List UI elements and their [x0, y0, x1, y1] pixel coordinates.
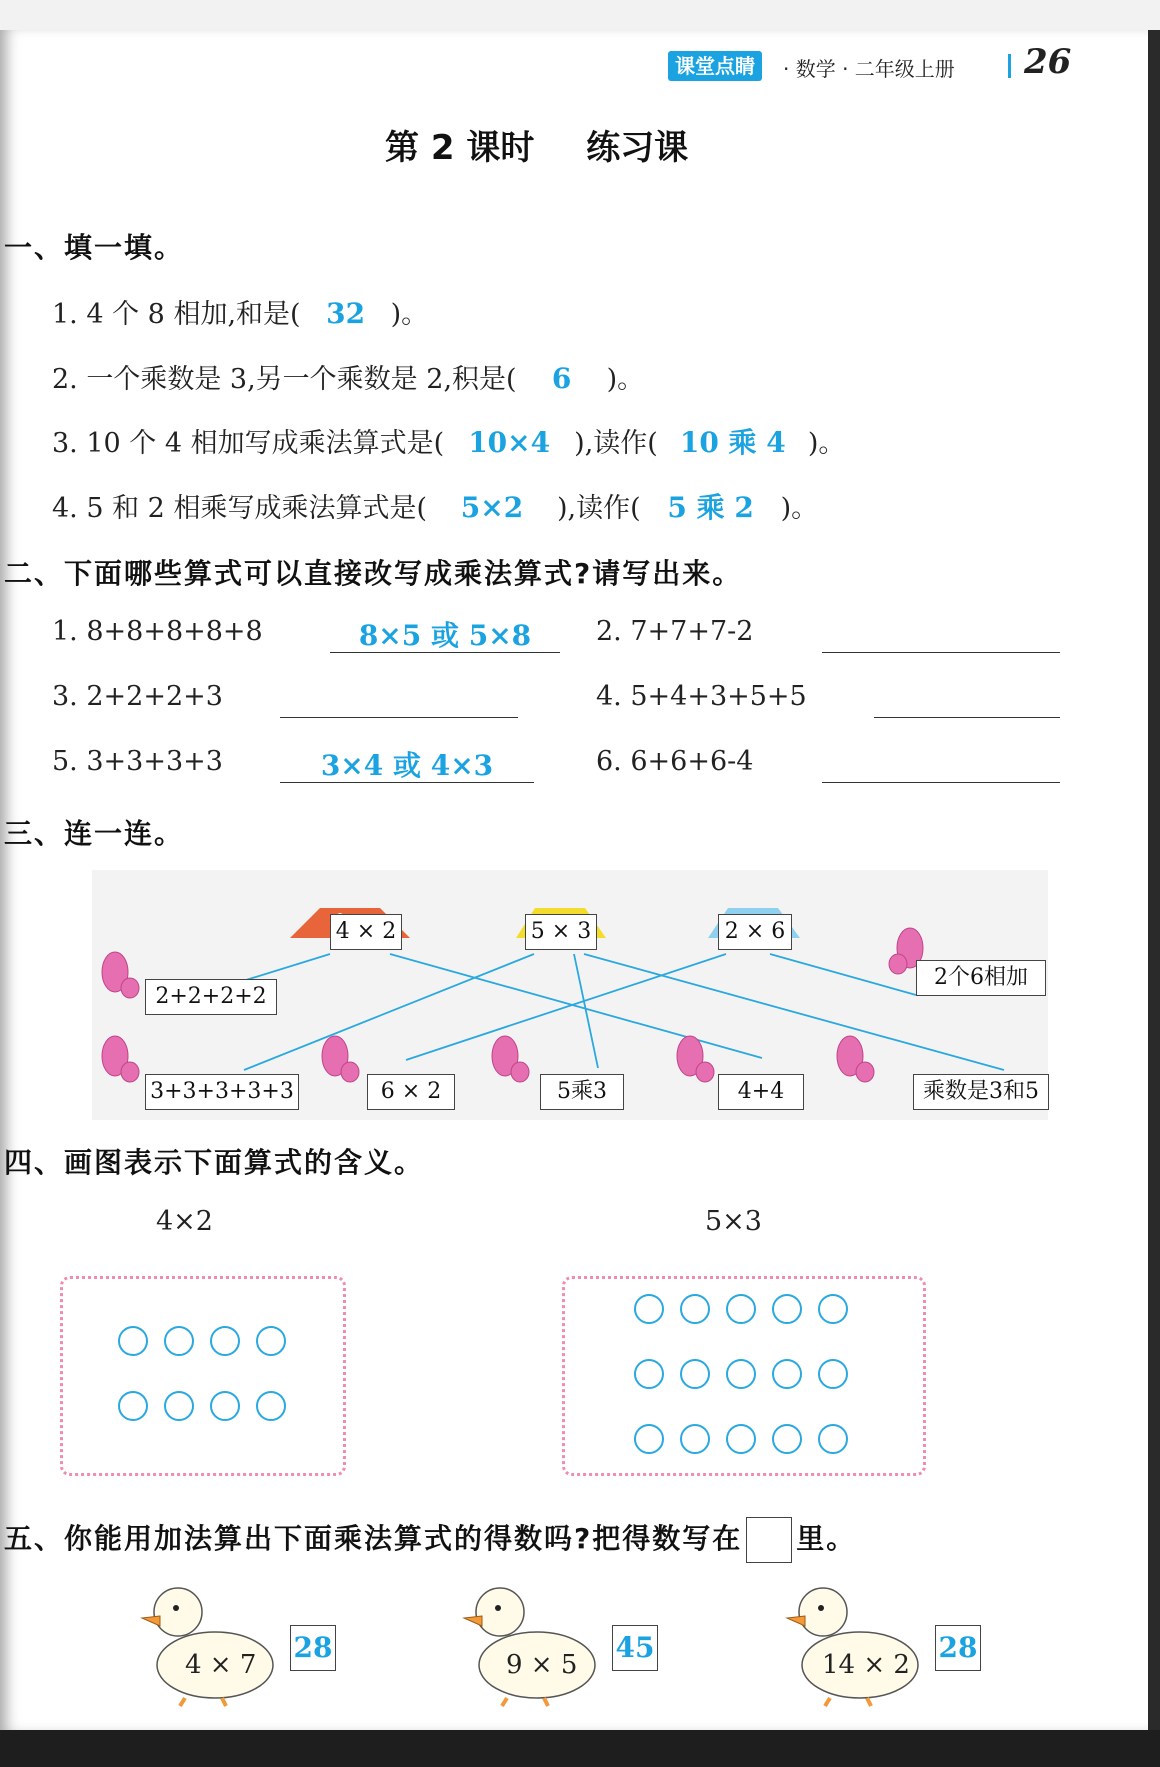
drawn-circle — [680, 1359, 710, 1389]
s2-expr-6: 6. 6+6+6-4 — [596, 746, 754, 777]
ducks-figure — [0, 1580, 1160, 1710]
butterfly-label-2: 2个6相加 — [916, 960, 1046, 996]
butterfly-label-6: 4+4 — [718, 1074, 804, 1110]
butterfly-icon — [341, 1062, 359, 1082]
s2-blank-1 — [330, 614, 560, 653]
butterfly-icon — [121, 978, 139, 998]
drawn-circle — [118, 1391, 148, 1421]
house-label-2: 5 × 3 — [525, 914, 597, 950]
s1-item-3: 3. 10 个 4 相加写成乘法算式是( 10×4 ),读作( 10 乘 4 )。 — [52, 421, 845, 461]
section3-heading: 三、连一连。 — [4, 817, 185, 850]
drawn-circle — [726, 1424, 756, 1454]
butterfly-label-7: 乘数是3和5 — [913, 1074, 1049, 1110]
drawn-circle — [256, 1326, 286, 1356]
s2-blank-3 — [280, 679, 518, 718]
duck-expr-2: 9 × 5 — [506, 1650, 578, 1680]
duck-icon — [142, 1588, 273, 1706]
butterfly-icon — [121, 1062, 139, 1082]
s1-item-1: 1. 4 个 8 相加,和是( 32 )。 — [52, 297, 429, 330]
s1-answer-4b: 5 乘 2 — [667, 491, 754, 524]
section2-heading: 二、下面哪些算式可以直接改写成乘法算式?请写出来。 — [4, 557, 743, 590]
section1-heading: 一、填一填。 — [4, 231, 185, 264]
s1-answer-1: 32 — [326, 297, 366, 330]
s1-answer-2: 6 — [551, 362, 572, 395]
s2-answer-1: 8×5 或 5×8 — [358, 619, 532, 652]
butterfly-label-1: 2+2+2+2 — [145, 979, 277, 1015]
brand-badge: 课堂点睛 — [668, 51, 762, 81]
drawn-circle — [634, 1424, 664, 1454]
answer-box-sample — [746, 1517, 792, 1563]
butterfly-icon — [856, 1062, 874, 1082]
s2-expr-4: 4. 5+4+3+5+5 — [596, 681, 807, 712]
duck-icon — [787, 1588, 918, 1706]
lesson-title — [385, 120, 688, 169]
s1-answer-4a: 5×2 — [460, 491, 524, 524]
lesson-name: 练习课 — [586, 128, 689, 168]
s1-item-2: 2. 一个乘数是 3,另一个乘数是 2,积是( 6 )。 — [52, 362, 645, 395]
drawn-circle — [210, 1391, 240, 1421]
header-subject: · 数学 · 二年级上册 — [783, 57, 955, 81]
s1-answer-3b: 10 乘 4 — [679, 426, 786, 459]
s2-expr-5: 5. 3+3+3+3 — [52, 746, 223, 777]
lesson-number: 第 2 课时 — [385, 128, 535, 168]
butterfly-icon — [889, 954, 907, 974]
drawn-circle — [818, 1424, 848, 1454]
duck-icon — [464, 1588, 595, 1706]
duck-answer-1: 28 — [290, 1625, 336, 1671]
page-number: 26 — [1024, 42, 1072, 82]
s2-expr-1: 1. 8+8+8+8+8 — [52, 616, 263, 647]
drawn-circle — [772, 1359, 802, 1389]
drawn-circle — [164, 1391, 194, 1421]
section5-heading: 五、你能用加法算出下面乘法算式的得数吗?把得数写在 里。 — [4, 1517, 856, 1563]
drawn-circle — [818, 1294, 848, 1324]
drawn-circle — [726, 1359, 756, 1389]
duck-expr-3: 14 × 2 — [822, 1650, 910, 1680]
drawn-circle — [818, 1359, 848, 1389]
s1-answer-3a: 10×4 — [468, 426, 551, 459]
s2-blank-4 — [874, 679, 1060, 718]
duck-expr-1: 4 × 7 — [185, 1650, 257, 1680]
bottom-edge — [0, 1730, 1160, 1767]
s4-expr-1: 4×2 — [156, 1206, 213, 1237]
house-label-3: 2 × 6 — [718, 914, 792, 950]
s4-expr-2: 5×3 — [705, 1206, 762, 1237]
drawn-circle — [634, 1359, 664, 1389]
top-edge — [0, 0, 1160, 30]
drawing-frame-1 — [60, 1276, 346, 1476]
butterfly-label-3: 3+3+3+3+3 — [145, 1074, 299, 1110]
butterfly-label-5: 5乘3 — [540, 1074, 624, 1110]
drawn-circle — [118, 1326, 148, 1356]
s2-expr-3: 3. 2+2+2+3 — [52, 681, 223, 712]
drawn-circle — [680, 1294, 710, 1324]
drawn-circle — [256, 1391, 286, 1421]
drawn-circle — [210, 1326, 240, 1356]
drawn-circle — [772, 1294, 802, 1324]
s2-blank-2 — [822, 614, 1060, 653]
butterfly-icon — [696, 1062, 714, 1082]
header-divider — [1008, 54, 1011, 78]
butterfly-icon — [511, 1062, 529, 1082]
drawn-circle — [726, 1294, 756, 1324]
house-label-1: 4 × 2 — [330, 914, 402, 950]
drawn-circle — [772, 1424, 802, 1454]
section4-heading: 四、画图表示下面算式的含义。 — [4, 1146, 425, 1179]
drawn-circle — [680, 1424, 710, 1454]
duck-answer-2: 45 — [612, 1625, 658, 1671]
s2-answer-5: 3×4 或 4×3 — [320, 749, 494, 782]
s2-blank-6 — [822, 744, 1060, 783]
s2-blank-5 — [280, 744, 534, 783]
s1-item-4: 4. 5 和 2 相乘写成乘法算式是( 5×2 ),读作( 5 乘 2 )。 — [52, 486, 818, 526]
butterfly-label-4: 6 × 2 — [367, 1074, 455, 1110]
s2-expr-2: 2. 7+7+7-2 — [596, 616, 754, 647]
duck-answer-3: 28 — [935, 1625, 981, 1671]
drawn-circle — [164, 1326, 194, 1356]
drawn-circle — [634, 1294, 664, 1324]
